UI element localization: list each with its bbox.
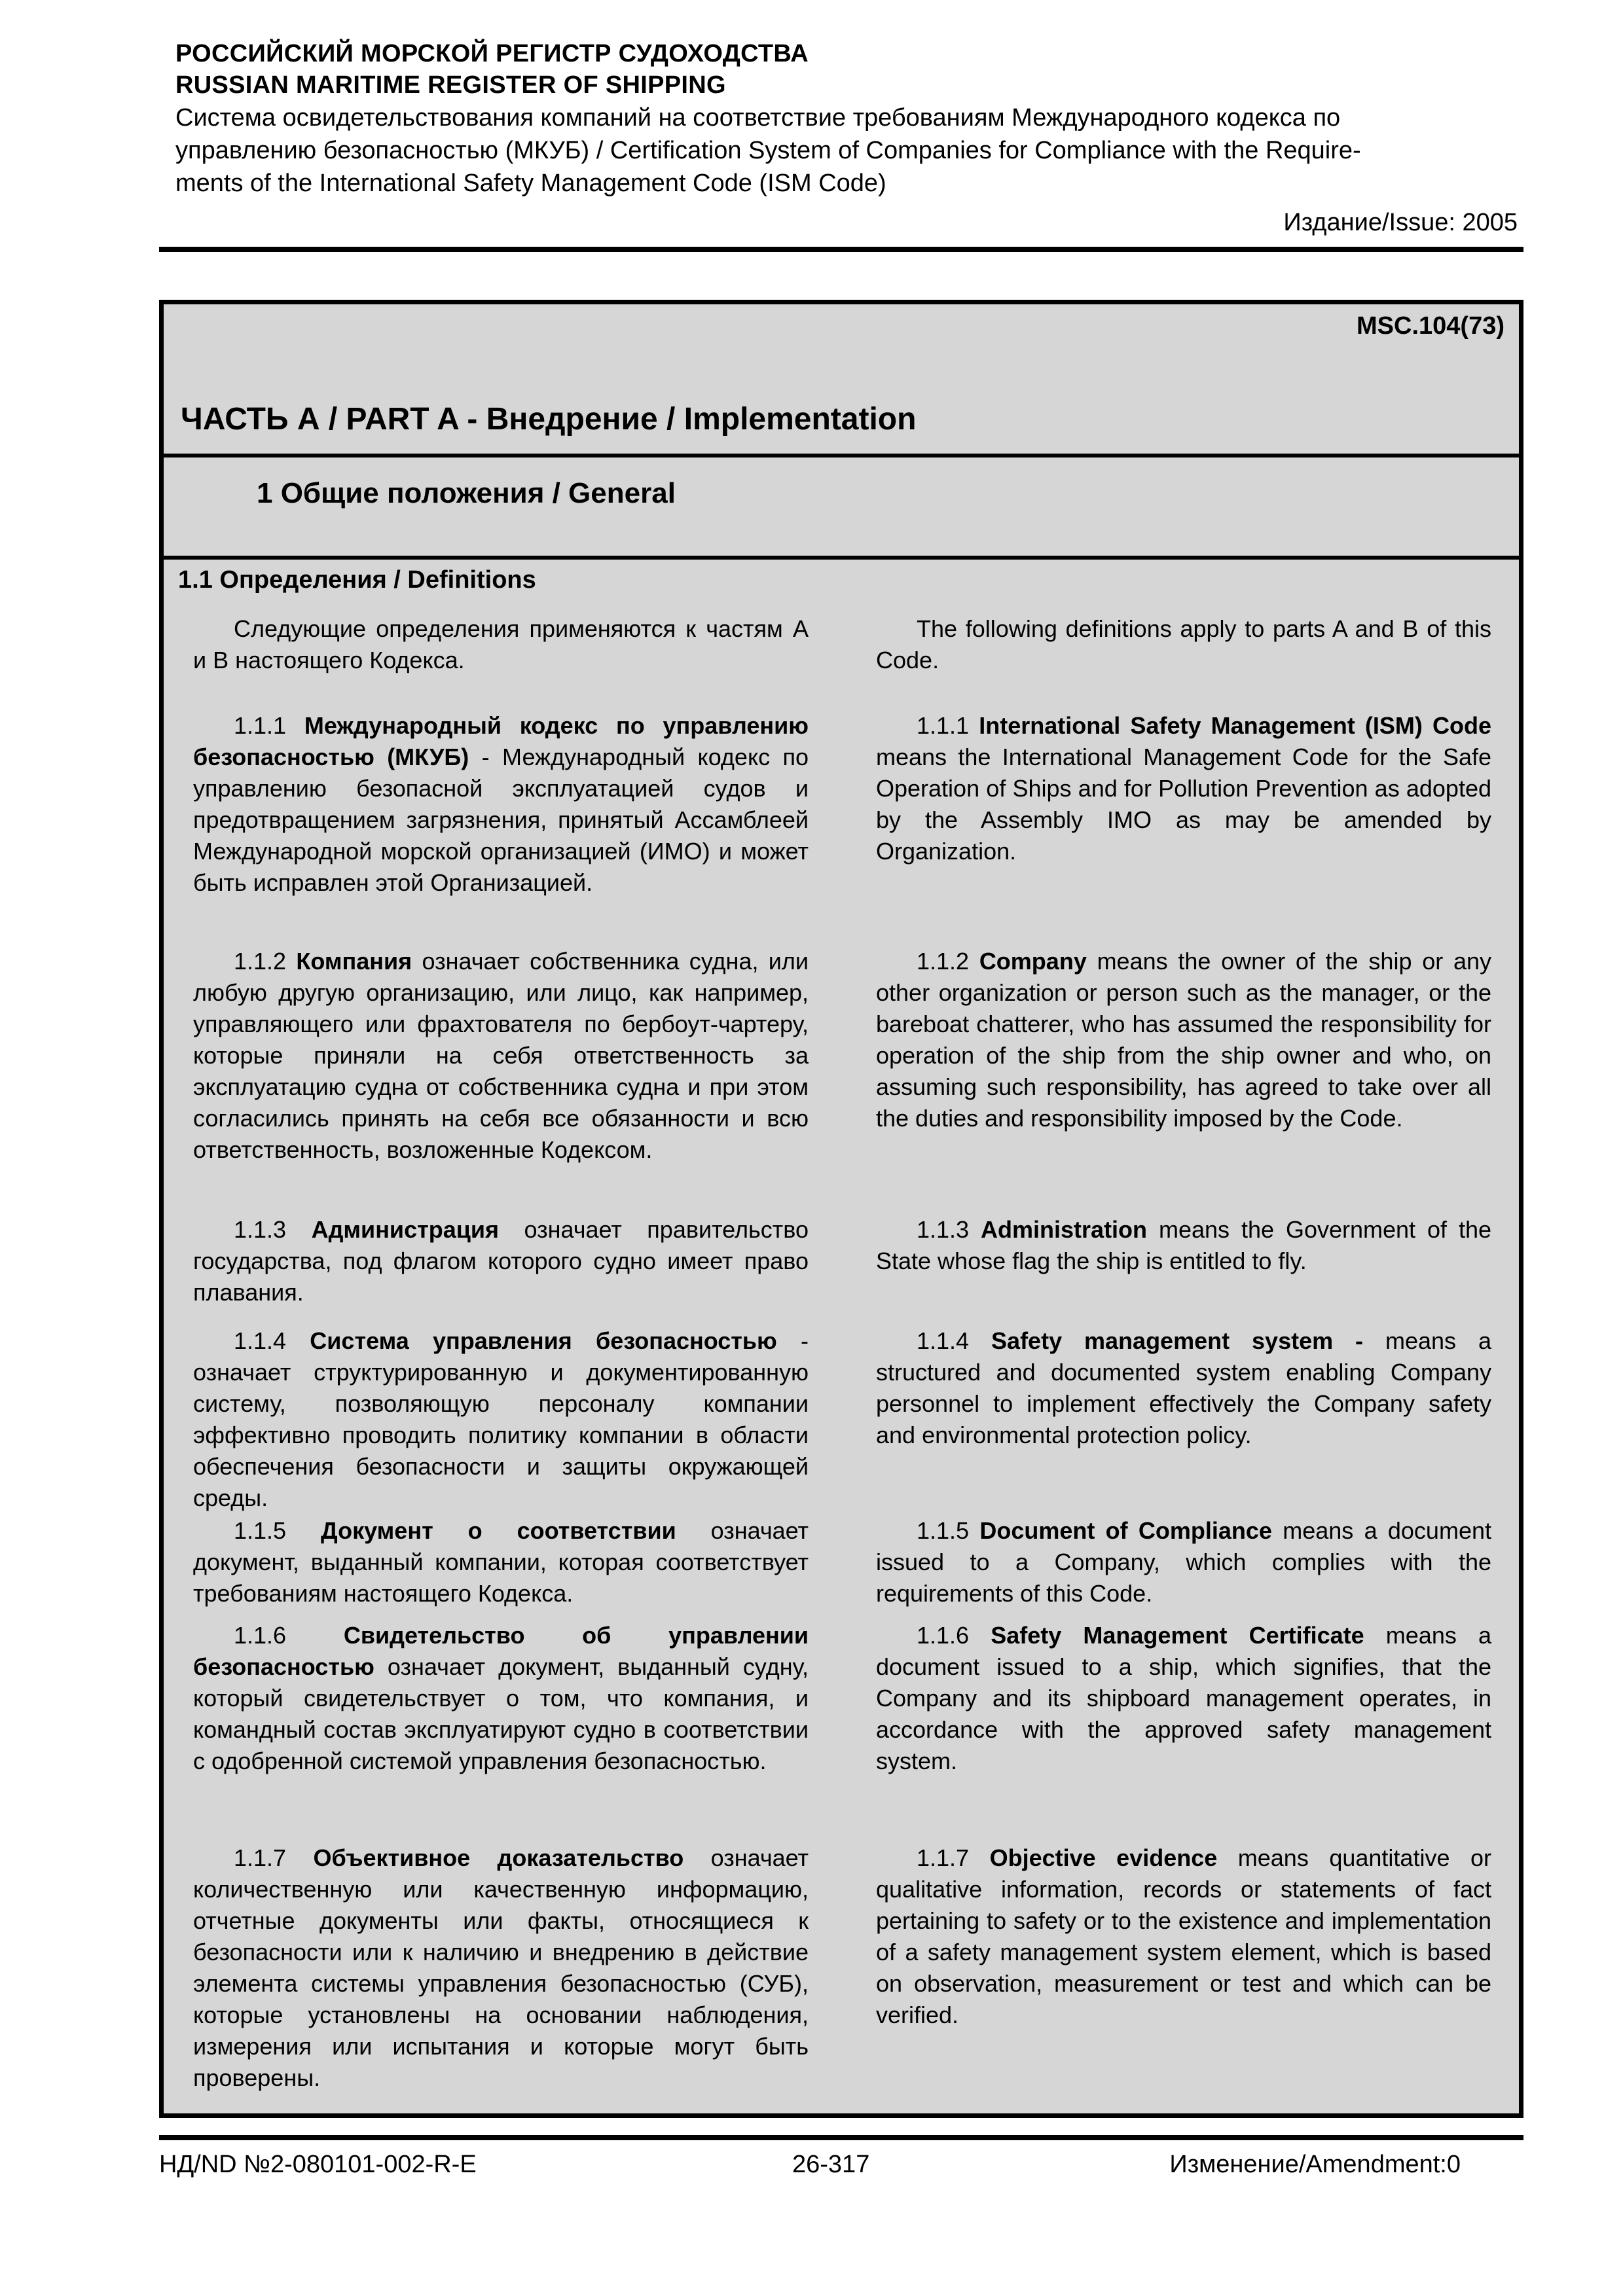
- definition-ru: 1.1.1 Международный кодекс по управлению безопасностью (МКУБ) - Международный кодекс по управлению безопасной эксплуатацией судов и предотвращением загрязнения, принятый Ассамблеей Международной морской организацией (ИМО) и может быть исправлен этой Организацией.: [193, 712, 809, 896]
- footer-doc-number: НД/ND №2-080101-002-R-E: [159, 2151, 477, 2178]
- header-divider: [159, 247, 1523, 252]
- definition-en: 1.1.6 Safety Management Certificate means a document issued to a ship, which signifies, that the Company and its shipboard management operates, in accordance with the approved safety management system.: [876, 1622, 1491, 1774]
- footer-amendment: Изменение/Amendment:0: [1169, 2151, 1461, 2178]
- definition-ru: 1.1.2 Компания означает собственника судна, или любую другую организацию, или лицо, как например, управляющего или фрахтователя по бербоут-чартеру, которые приняли на себя ответственность за эксплуатацию судна от собственника судна и при этом согласились принять на себя все обязанности и всю ответственность, возложенные Кодексом.: [193, 948, 809, 1163]
- part-band: [164, 304, 1519, 457]
- section-title: 1.1 Определения / Definitions: [178, 566, 536, 594]
- definition-en: 1.1.5 Document of Compliance means a document issued to a Company, which complies with the requirements of this Code.: [876, 1517, 1491, 1607]
- definition-ru: 1.1.4 Система управления безопасностью - означает структурированную и документированную систему, позволяющую персоналу компании эффективно проводить политику компании в области обеспечения безопасности и защиты окружающей среды.: [193, 1327, 809, 1511]
- system-title-line3: ments of the International Safety Management Code (ISM Code): [175, 170, 886, 197]
- chapter-band: [164, 454, 1519, 560]
- chapter-title: 1 Общие положения / General: [257, 477, 676, 509]
- definition-ru: 1.1.6 Свидетельство об управлении безопасностью означает документ, выданный судну, который свидетельствует о том, что компания, и командный состав эксплуатируют судно в соответствии с одобренной системой управления безопасностью.: [193, 1622, 809, 1774]
- issue-label: Издание/Issue: 2005: [1283, 209, 1518, 236]
- content-frame: [159, 300, 1523, 2118]
- definition-ru: 1.1.7 Объективное доказательство означает количественную или качественную информацию, отчетные документы или факты, относящиеся к безопасности или к наличию и внедрению в действие элемента системы управления безопасностью (СУБ), которые установлены на основании наблюдения, измерения или испытания и которые могут быть проверены.: [193, 1844, 809, 2091]
- definition-ru: 1.1.3 Администрация означает правительство государства, под флагом которого судно имеет право плавания.: [193, 1216, 809, 1306]
- org-name-en: RUSSIAN MARITIME REGISTER OF SHIPPING: [175, 71, 726, 99]
- footer-divider: [159, 2135, 1523, 2140]
- system-title-line1: Система освидетельствования компаний на соответствие требованиям Международного кодекса по: [175, 104, 1341, 132]
- definition-ru: 1.1.5 Документ о соответствии означает документ, выданный компании, которая соответствует требованиям настоящего Кодекса.: [193, 1517, 809, 1607]
- definitions-section: [164, 556, 1519, 2113]
- footer-page-number: 26-317: [792, 2151, 870, 2178]
- definition-en: 1.1.4 Safety management system - means a structured and documented system enabling Company personnel to implement effectively the Company safety and environmental protection policy.: [876, 1327, 1491, 1448]
- intro-ru: Следующие определения применяются к частям А и В настоящего Кодекса.: [193, 615, 809, 673]
- part-title: ЧАСТЬ А / PART A - Внедрение / Implementation: [181, 402, 917, 437]
- definition-en: 1.1.1 International Safety Management (ISM) Code means the International Management Code for the Safe Operation of Ships and for Pollution Prevention as adopted by the Assembly IMO as may be amended by Organization.: [876, 712, 1491, 865]
- org-name-ru: РОССИЙСКИЙ МОРСКОЙ РЕГИСТР СУДОХОДСТВА: [175, 40, 809, 67]
- definition-en: 1.1.7 Objective evidence means quantitative or qualitative information, records or statements of fact pertaining to safety or to the existence and implementation of a safety management system element, which is based on observation, measurement or test and which can be verified.: [876, 1844, 1491, 2028]
- intro-en: The following definitions apply to parts A and B of this Code.: [876, 615, 1491, 673]
- msc-reference: MSC.104(73): [1357, 312, 1504, 340]
- definition-en: 1.1.2 Company means the owner of the ship or any other organization or person such as the manager, or the bareboat chatterer, who has assumed the responsibility for operation of the ship from the ship owner and who, on assuming such responsibility, has agreed to take over all the duties and responsibility imposed by the Code.: [876, 948, 1491, 1132]
- document-header: [175, 38, 1518, 238]
- system-title-line2: управлению безопасностью (МКУБ) / Certification System of Companies for Compliance with the Require-: [175, 137, 1361, 164]
- definition-en: 1.1.3 Administration means the Government of the State whose flag the ship is entitled to fly.: [876, 1216, 1491, 1274]
